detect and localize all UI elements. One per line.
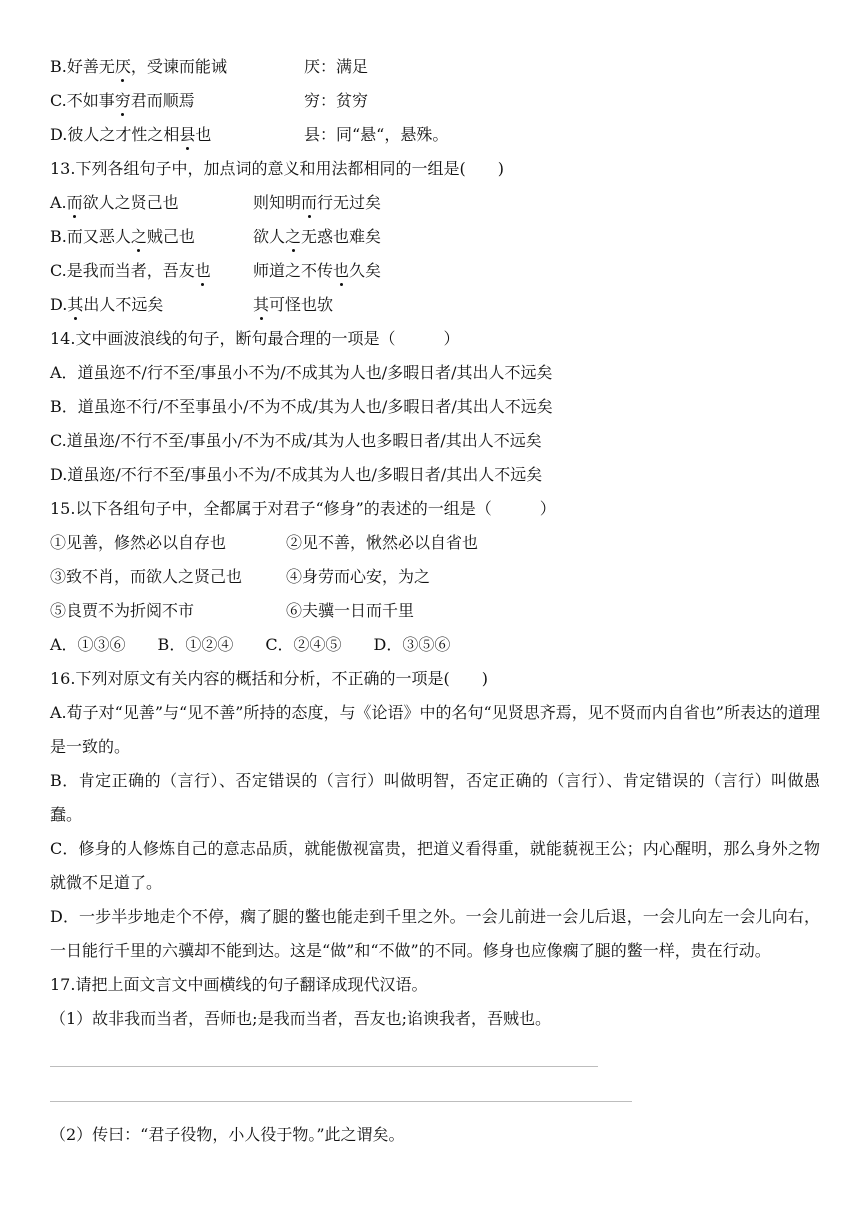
- dotted-char: 而: [67, 186, 83, 220]
- dotted-char: 厌: [115, 50, 131, 84]
- q15-row-1: ①见善，修然必以自存也 ②见不善，愀然必以自省也: [50, 533, 479, 552]
- q14-option-c: C.道虽迩/不行不至/事虽小/不为不成/其为人也多暇日者/其出人不远矣: [50, 431, 542, 450]
- q13-stem: 13.下列各组句子中，加点词的意义和用法都相同的一组是( ): [50, 159, 504, 178]
- q12-gloss-b: 厌：满足: [304, 57, 369, 76]
- q16-option-d: D．一步半步地走个不停，瘸了腿的鳖也能走到千里之外。一会儿前进一会儿后退，一会儿向左一会儿向右，一日能行千里的六骥却不能到达。这是“做”和“不做”的不同。修身也应像瘸了腿的鳖一样，贵在行动。: [50, 907, 820, 960]
- q17-part2: （2）传曰：“君子役物，小人役于物。”此之谓矣。: [50, 1125, 405, 1144]
- q14-option-d: D.道虽迩/不行不至/事虽小不为/不成其为人也/多暇日者/其出人不远矣: [50, 465, 543, 484]
- q15-row-2: ③致不肖，而欲人之贤己也 ④身劳而心安，为之: [50, 567, 431, 586]
- dotted-char: 而: [301, 186, 317, 220]
- q13-option-a: A.而欲人之贤己也 则知明而行无过矣: [50, 186, 820, 220]
- q12-gloss-d: 县：同“悬“，悬殊。: [304, 125, 449, 144]
- q17-part1: （1）故非我而当者，吾师也;是我而当者，吾友也;谄谀我者，吾贼也。: [50, 1009, 551, 1028]
- q12-option-b: B.好善无厌，受谏而能诫 厌：满足: [50, 50, 820, 84]
- q15-stem: 15.以下各组句子中，全都属于对君子“修身”的表述的一组是（ ）: [50, 499, 556, 518]
- dotted-char: 其: [67, 288, 83, 322]
- q16-option-c: C．修身的人修炼自己的意志品质，就能傲视富贵，把道义看得重，就能藐视王公；内心醒明，那么身外之物就微不足道了。: [50, 839, 820, 892]
- dotted-char: 穷: [115, 84, 131, 118]
- q12-option-c: C.不如事穷君而顺焉 穷：贫穷: [50, 84, 820, 118]
- q16-stem: 16.下列对原文有关内容的概括和分析，不正确的一项是( ): [50, 669, 488, 688]
- q13-option-c: C.是我而当者，吾友也 师道之不传也久矣: [50, 254, 820, 288]
- q16-option-a: A.荀子对“见善”与“见不善”所持的态度，与《论语》中的名句“见贤思齐焉，见不贤而内自省也”所表达的道理是一致的。: [50, 703, 820, 756]
- q14-option-b: B．道虽迩不行/不至事虽小/不为不成/其为人也/多暇日者/其出人不远矣: [50, 397, 553, 416]
- q14-stem: 14.文中画波浪线的句子，断句最合理的一项是（ ）: [50, 329, 460, 348]
- q13-option-b: B.而又恶人之贼己也 欲人之无惑也难矣: [50, 220, 820, 254]
- q16-option-b: B．肯定正确的（言行）、否定错误的（言行）叫做明智，否定正确的（言行）、肯定错误的（言行）叫做愚蠢。: [50, 771, 820, 824]
- dotted-char: 之: [131, 220, 147, 254]
- exam-page: [50, 50, 820, 1152]
- dotted-char: 也: [333, 254, 349, 288]
- dotted-char: 也: [195, 254, 211, 288]
- q15-row-3: ⑤良贾不为折阅不市 ⑥夫骥一日而千里: [50, 601, 415, 620]
- q12-option-d: D.彼人之才性之相县也 县：同“悬“，悬殊。: [50, 118, 820, 152]
- q12-gloss-c: 穷：贫穷: [304, 91, 369, 110]
- q13-option-d: D.其出人不远矣 其可怪也欤: [50, 288, 820, 322]
- q17-stem: 17.请把上面文言文中画横线的句子翻译成现代汉语。: [50, 975, 428, 994]
- dotted-char: 县: [179, 118, 195, 152]
- q14-option-a: A．道虽迩不/行不至/事虽小不为/不成其为人也/多暇日者/其出人不远矣: [50, 363, 553, 382]
- dotted-char: 其: [253, 288, 269, 322]
- q15-choices: A．①③⑥ B．①②④ C．②④⑤ D．③⑤⑥: [50, 635, 451, 654]
- dotted-char: 之: [285, 220, 301, 254]
